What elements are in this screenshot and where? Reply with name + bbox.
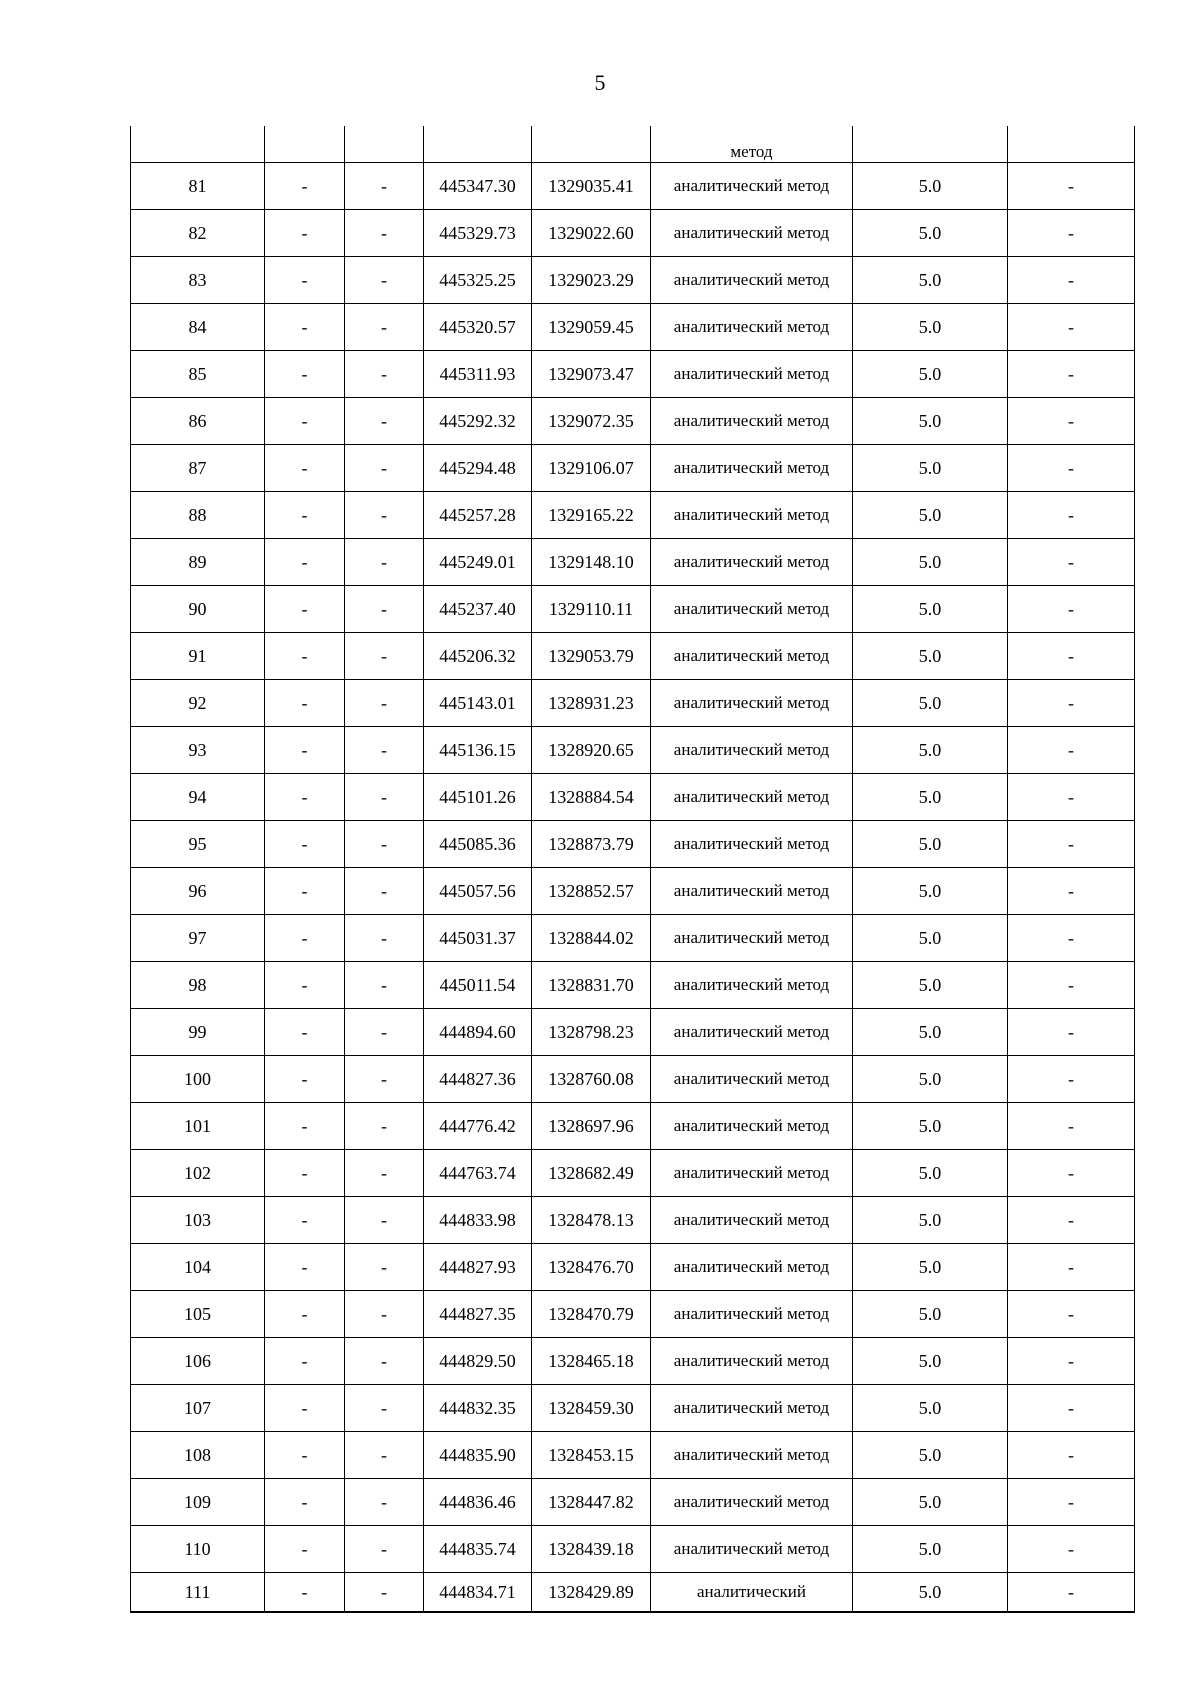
precision-cell: 5.0 [853,445,1008,492]
method-cell: аналитический метод [651,1479,853,1526]
y-coordinate-cell: 1328931.23 [532,680,651,727]
y-coordinate-cell: 1328478.13 [532,1197,651,1244]
x-coordinate-cell: 445206.32 [424,633,532,680]
table-row [131,1197,1135,1244]
table-row [131,539,1135,586]
table-cell: - [345,774,424,821]
point-number-cell: 83 [131,257,265,304]
precision-cell: 5.0 [853,633,1008,680]
table-row [131,633,1135,680]
y-coordinate-cell: 1328798.23 [532,1009,651,1056]
precision-cell: 5.0 [853,1526,1008,1573]
table-row [131,1526,1135,1573]
precision-cell: 5.0 [853,539,1008,586]
table-cell: - [265,1103,345,1150]
table-cell: - [345,586,424,633]
table-cell: - [1008,680,1135,727]
x-coordinate-cell: 444829.50 [424,1338,532,1385]
point-number-cell: 105 [131,1291,265,1338]
x-coordinate-cell: 445011.54 [424,962,532,1009]
table-cell [345,126,424,163]
point-number-cell: 102 [131,1150,265,1197]
y-coordinate-cell: 1329072.35 [532,398,651,445]
table-cell: - [345,539,424,586]
table-cell: - [1008,727,1135,774]
method-cell: аналитический метод [651,257,853,304]
y-coordinate-cell: 1328852.57 [532,868,651,915]
table-cell: - [345,304,424,351]
table-row [131,492,1135,539]
table-cell: - [1008,1338,1135,1385]
precision-cell: 5.0 [853,1432,1008,1479]
table-cell: - [265,445,345,492]
precision-cell: 5.0 [853,351,1008,398]
table-cell: - [1008,774,1135,821]
table-cell: - [345,1526,424,1573]
x-coordinate-cell: 444827.93 [424,1244,532,1291]
method-cell: аналитический метод [651,351,853,398]
y-coordinate-cell: 1328465.18 [532,1338,651,1385]
table-row [131,1432,1135,1479]
table-cell: - [345,962,424,1009]
y-coordinate-cell: 1328459.30 [532,1385,651,1432]
table-cell: - [1008,1244,1135,1291]
table-row [131,1244,1135,1291]
table-row [131,210,1135,257]
table-row [131,1009,1135,1056]
point-number-cell: 107 [131,1385,265,1432]
table-cell: - [1008,1103,1135,1150]
table-cell: - [265,1385,345,1432]
table-cell: - [1008,351,1135,398]
precision-cell: 5.0 [853,492,1008,539]
y-coordinate-cell: 1328831.70 [532,962,651,1009]
table-cell [424,126,532,163]
precision-cell: 5.0 [853,962,1008,1009]
table-cell: - [345,445,424,492]
point-number-cell: 91 [131,633,265,680]
precision-cell: 5.0 [853,1009,1008,1056]
table-cell: - [265,351,345,398]
precision-cell: 5.0 [853,163,1008,210]
point-number-cell: 85 [131,351,265,398]
table-cell: - [345,1056,424,1103]
table-cell: - [345,727,424,774]
x-coordinate-cell: 444827.36 [424,1056,532,1103]
table-row [131,1573,1135,1613]
point-number-cell: 104 [131,1244,265,1291]
table-cell: - [1008,915,1135,962]
table-row [131,257,1135,304]
method-cell: метод [651,126,853,163]
method-cell: аналитический метод [651,1291,853,1338]
method-cell: аналитический метод [651,586,853,633]
point-number-cell: 96 [131,868,265,915]
precision-cell: 5.0 [853,210,1008,257]
table-cell: - [345,398,424,445]
method-cell: аналитический метод [651,1244,853,1291]
table-cell: - [1008,633,1135,680]
x-coordinate-cell: 444832.35 [424,1385,532,1432]
table-cell: - [1008,304,1135,351]
table-cell: - [265,1056,345,1103]
precision-cell: 5.0 [853,257,1008,304]
method-cell: аналитический метод [651,304,853,351]
table-cell: - [265,492,345,539]
table-cell: - [345,821,424,868]
table-row [131,962,1135,1009]
x-coordinate-cell: 445329.73 [424,210,532,257]
table-row [131,1056,1135,1103]
table-cell: - [345,1103,424,1150]
point-number-cell: 87 [131,445,265,492]
x-coordinate-cell: 445136.15 [424,727,532,774]
table-row [131,445,1135,492]
x-coordinate-cell: 445143.01 [424,680,532,727]
table-cell: - [1008,492,1135,539]
precision-cell: 5.0 [853,398,1008,445]
x-coordinate-cell: 445311.93 [424,351,532,398]
y-coordinate-cell: 1329148.10 [532,539,651,586]
table-row [131,1385,1135,1432]
table-cell: - [1008,1385,1135,1432]
table-cell: - [1008,398,1135,445]
coordinates-table [130,126,1135,1613]
table-cell: - [265,210,345,257]
y-coordinate-cell: 1329023.29 [532,257,651,304]
table-cell: - [265,1291,345,1338]
method-cell: аналитический метод [651,680,853,727]
table-cell: - [265,633,345,680]
table-cell: - [345,1009,424,1056]
table-cell: - [1008,868,1135,915]
x-coordinate-cell: 445249.01 [424,539,532,586]
x-coordinate-cell: 444894.60 [424,1009,532,1056]
table-body [131,126,1135,1612]
table-cell: - [345,1479,424,1526]
table-cell: - [345,1573,424,1613]
method-cell: аналитический метод [651,1150,853,1197]
method-cell: аналитический метод [651,163,853,210]
table-row [131,1291,1135,1338]
x-coordinate-cell: 444835.74 [424,1526,532,1573]
point-number-cell: 86 [131,398,265,445]
table-row [131,868,1135,915]
table-cell: - [1008,586,1135,633]
table-cell: - [265,1432,345,1479]
point-number-cell: 99 [131,1009,265,1056]
table-cell: - [265,257,345,304]
precision-cell: 5.0 [853,1479,1008,1526]
table-cell: - [265,1150,345,1197]
table-cell: - [1008,1009,1135,1056]
method-cell: аналитический метод [651,1056,853,1103]
table-cell: - [265,1009,345,1056]
y-coordinate-cell: 1328760.08 [532,1056,651,1103]
point-number-cell: 81 [131,163,265,210]
method-cell: аналитический метод [651,492,853,539]
x-coordinate-cell: 445257.28 [424,492,532,539]
method-cell: аналитический [651,1573,853,1613]
method-cell: аналитический метод [651,1385,853,1432]
table-cell: - [1008,1573,1135,1613]
table-cell: - [265,727,345,774]
x-coordinate-cell: 444834.71 [424,1573,532,1613]
x-coordinate-cell: 444776.42 [424,1103,532,1150]
point-number-cell: 110 [131,1526,265,1573]
method-cell: аналитический метод [651,210,853,257]
table-cell [1008,126,1135,163]
table-cell: - [1008,1197,1135,1244]
table-cell: - [265,915,345,962]
precision-cell: 5.0 [853,1338,1008,1385]
x-coordinate-cell: 445057.56 [424,868,532,915]
table-cell: - [1008,1479,1135,1526]
table-cell: - [1008,1150,1135,1197]
table-cell: - [1008,539,1135,586]
method-cell: аналитический метод [651,915,853,962]
y-coordinate-cell: 1329106.07 [532,445,651,492]
table-cell: - [345,1385,424,1432]
table-cell: - [345,1244,424,1291]
y-coordinate-cell: 1328844.02 [532,915,651,962]
method-cell: аналитический метод [651,774,853,821]
table-row [131,1150,1135,1197]
precision-cell: 5.0 [853,774,1008,821]
x-coordinate-cell: 444833.98 [424,1197,532,1244]
precision-cell: 5.0 [853,821,1008,868]
table-row [131,1479,1135,1526]
point-number-cell: 88 [131,492,265,539]
continuation-row [131,126,1135,163]
method-cell: аналитический метод [651,868,853,915]
point-number-cell: 101 [131,1103,265,1150]
y-coordinate-cell: 1328920.65 [532,727,651,774]
table-cell [853,126,1008,163]
table-cell [131,126,265,163]
table-row [131,680,1135,727]
x-coordinate-cell: 445031.37 [424,915,532,962]
table-cell: - [345,1150,424,1197]
y-coordinate-cell: 1328873.79 [532,821,651,868]
precision-cell: 5.0 [853,304,1008,351]
table-cell: - [265,1197,345,1244]
y-coordinate-cell: 1329165.22 [532,492,651,539]
table-cell: - [345,351,424,398]
table-cell: - [1008,1291,1135,1338]
x-coordinate-cell: 445294.48 [424,445,532,492]
point-number-cell: 103 [131,1197,265,1244]
precision-cell: 5.0 [853,727,1008,774]
precision-cell: 5.0 [853,1103,1008,1150]
table-cell: - [345,163,424,210]
precision-cell: 5.0 [853,868,1008,915]
method-cell: аналитический метод [651,821,853,868]
table-cell: - [265,774,345,821]
x-coordinate-cell: 445347.30 [424,163,532,210]
y-coordinate-cell: 1329035.41 [532,163,651,210]
table-cell: - [265,1526,345,1573]
point-number-cell: 100 [131,1056,265,1103]
point-number-cell: 94 [131,774,265,821]
y-coordinate-cell: 1329053.79 [532,633,651,680]
y-coordinate-cell: 1329059.45 [532,304,651,351]
x-coordinate-cell: 444827.35 [424,1291,532,1338]
x-coordinate-cell: 445237.40 [424,586,532,633]
table-cell: - [1008,257,1135,304]
method-cell: аналитический метод [651,398,853,445]
precision-cell: 5.0 [853,1291,1008,1338]
table-cell: - [1008,1432,1135,1479]
table-cell: - [265,1338,345,1385]
y-coordinate-cell: 1328884.54 [532,774,651,821]
table-cell: - [345,1338,424,1385]
table-row [131,398,1135,445]
point-number-cell: 92 [131,680,265,727]
y-coordinate-cell: 1329022.60 [532,210,651,257]
precision-cell: 5.0 [853,586,1008,633]
x-coordinate-cell: 445085.36 [424,821,532,868]
precision-cell: 5.0 [853,1385,1008,1432]
x-coordinate-cell: 445320.57 [424,304,532,351]
table-cell: - [265,586,345,633]
table-cell: - [265,1479,345,1526]
method-cell: аналитический метод [651,962,853,1009]
table-cell: - [265,821,345,868]
x-coordinate-cell: 444763.74 [424,1150,532,1197]
precision-cell: 5.0 [853,915,1008,962]
method-cell: аналитический метод [651,1526,853,1573]
table-cell: - [345,492,424,539]
table-cell: - [345,868,424,915]
y-coordinate-cell: 1328697.96 [532,1103,651,1150]
table-cell: - [265,539,345,586]
table-cell: - [265,398,345,445]
table-cell: - [345,1197,424,1244]
table-cell: - [265,1573,345,1613]
x-coordinate-cell: 445292.32 [424,398,532,445]
point-number-cell: 84 [131,304,265,351]
y-coordinate-cell: 1328429.89 [532,1573,651,1613]
x-coordinate-cell: 445325.25 [424,257,532,304]
point-number-cell: 89 [131,539,265,586]
table-cell: - [1008,445,1135,492]
point-number-cell: 108 [131,1432,265,1479]
table-row [131,821,1135,868]
table-cell: - [1008,821,1135,868]
point-number-cell: 111 [131,1573,265,1613]
table-cell: - [1008,210,1135,257]
method-cell: аналитический метод [651,1338,853,1385]
table-row [131,915,1135,962]
y-coordinate-cell: 1328453.15 [532,1432,651,1479]
point-number-cell: 97 [131,915,265,962]
table-row [131,351,1135,398]
table-row [131,163,1135,210]
page-number: 5 [594,70,606,95]
table-cell: - [1008,163,1135,210]
method-cell: аналитический метод [651,539,853,586]
table-cell: - [345,1432,424,1479]
table-row [131,727,1135,774]
method-cell: аналитический метод [651,1432,853,1479]
x-coordinate-cell: 445101.26 [424,774,532,821]
point-number-cell: 109 [131,1479,265,1526]
x-coordinate-cell: 444836.46 [424,1479,532,1526]
table-cell: - [1008,1056,1135,1103]
precision-cell: 5.0 [853,1197,1008,1244]
table-row [131,1103,1135,1150]
method-cell: аналитический метод [651,1197,853,1244]
table-cell: - [265,304,345,351]
table-cell: - [265,962,345,1009]
y-coordinate-cell: 1328439.18 [532,1526,651,1573]
precision-cell: 5.0 [853,1573,1008,1613]
table-cell: - [265,680,345,727]
point-number-cell: 98 [131,962,265,1009]
table-row [131,774,1135,821]
method-cell: аналитический метод [651,1103,853,1150]
table-cell: - [345,1291,424,1338]
point-number-cell: 82 [131,210,265,257]
y-coordinate-cell: 1329073.47 [532,351,651,398]
table-cell: - [345,257,424,304]
y-coordinate-cell: 1328470.79 [532,1291,651,1338]
method-cell: аналитический метод [651,727,853,774]
table-cell: - [345,210,424,257]
precision-cell: 5.0 [853,1056,1008,1103]
table-cell: - [345,633,424,680]
method-cell: аналитический метод [651,445,853,492]
table-cell: - [265,1244,345,1291]
table-cell: - [1008,962,1135,1009]
point-number-cell: 93 [131,727,265,774]
table-cell: - [265,163,345,210]
precision-cell: 5.0 [853,680,1008,727]
table-cell: - [265,868,345,915]
table-row [131,1338,1135,1385]
x-coordinate-cell: 444835.90 [424,1432,532,1479]
table-cell: - [1008,1526,1135,1573]
precision-cell: 5.0 [853,1150,1008,1197]
y-coordinate-cell: 1328682.49 [532,1150,651,1197]
y-coordinate-cell: 1328447.82 [532,1479,651,1526]
y-coordinate-cell: 1329110.11 [532,586,651,633]
point-number-cell: 90 [131,586,265,633]
precision-cell: 5.0 [853,1244,1008,1291]
table-cell: - [345,915,424,962]
point-number-cell: 106 [131,1338,265,1385]
table-cell: - [345,680,424,727]
table-cell [265,126,345,163]
y-coordinate-cell: 1328476.70 [532,1244,651,1291]
table-row [131,586,1135,633]
method-cell: аналитический метод [651,1009,853,1056]
method-cell: аналитический метод [651,633,853,680]
point-number-cell: 95 [131,821,265,868]
table-row [131,304,1135,351]
table-cell [532,126,651,163]
